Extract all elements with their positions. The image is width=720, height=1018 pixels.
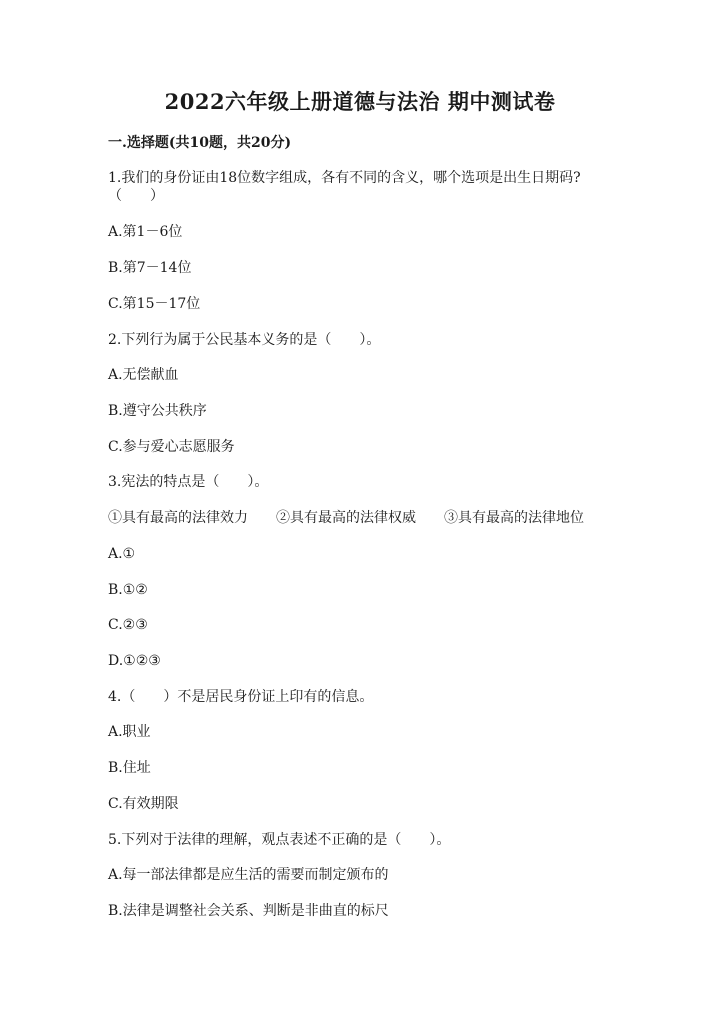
question-2-option-a: A.无偿献血 bbox=[108, 367, 179, 383]
question-4-option-a: A.职业 bbox=[108, 724, 151, 740]
question-3-option-b: B.①② bbox=[108, 582, 148, 598]
question-1-option-b: B.第7－14位 bbox=[108, 260, 192, 276]
question-4-option-c: C.有效期限 bbox=[108, 796, 179, 812]
question-1-option-c: C.第15－17位 bbox=[108, 296, 201, 312]
question-2-option-b: B.遵守公共秩序 bbox=[108, 403, 207, 419]
question-3-option-c: C.②③ bbox=[108, 617, 148, 633]
question-4-option-b: B.住址 bbox=[108, 760, 151, 776]
question-3-statements: ①具有最高的法律效力 ②具有最高的法律权威 ③具有最高的法律地位 bbox=[108, 510, 584, 526]
question-3-stem: 3.宪法的特点是（ ）。 bbox=[108, 474, 269, 490]
question-1-blank: （ ） bbox=[108, 188, 164, 204]
exam-title: 2022六年级上册道德与法治 期中测试卷 bbox=[164, 89, 556, 114]
question-3-option-a: A.① bbox=[108, 546, 136, 562]
question-1-option-a: A.第1－6位 bbox=[108, 224, 183, 240]
question-2-stem: 2.下列行为属于公民基本义务的是（ ）。 bbox=[108, 332, 381, 348]
question-5-option-b: B.法律是调整社会关系、判断是非曲直的标尺 bbox=[108, 903, 389, 919]
question-5-stem: 5.下列对于法律的理解，观点表述不正确的是（ ）。 bbox=[108, 832, 451, 848]
question-1-stem: 1.我们的身份证由18位数字组成，各有不同的含义，哪个选项是出生日期码? bbox=[108, 170, 581, 186]
question-5-option-a: A.每一部法律都是应生活的需要而制定颁布的 bbox=[108, 867, 389, 883]
section-heading: 一.选择题(共10题，共20分) bbox=[108, 135, 292, 151]
question-4-stem: 4.（ ）不是居民身份证上印有的信息。 bbox=[108, 689, 374, 705]
question-3-option-d: D.①②③ bbox=[108, 653, 161, 669]
question-2-option-c: C.参与爱心志愿服务 bbox=[108, 439, 235, 455]
